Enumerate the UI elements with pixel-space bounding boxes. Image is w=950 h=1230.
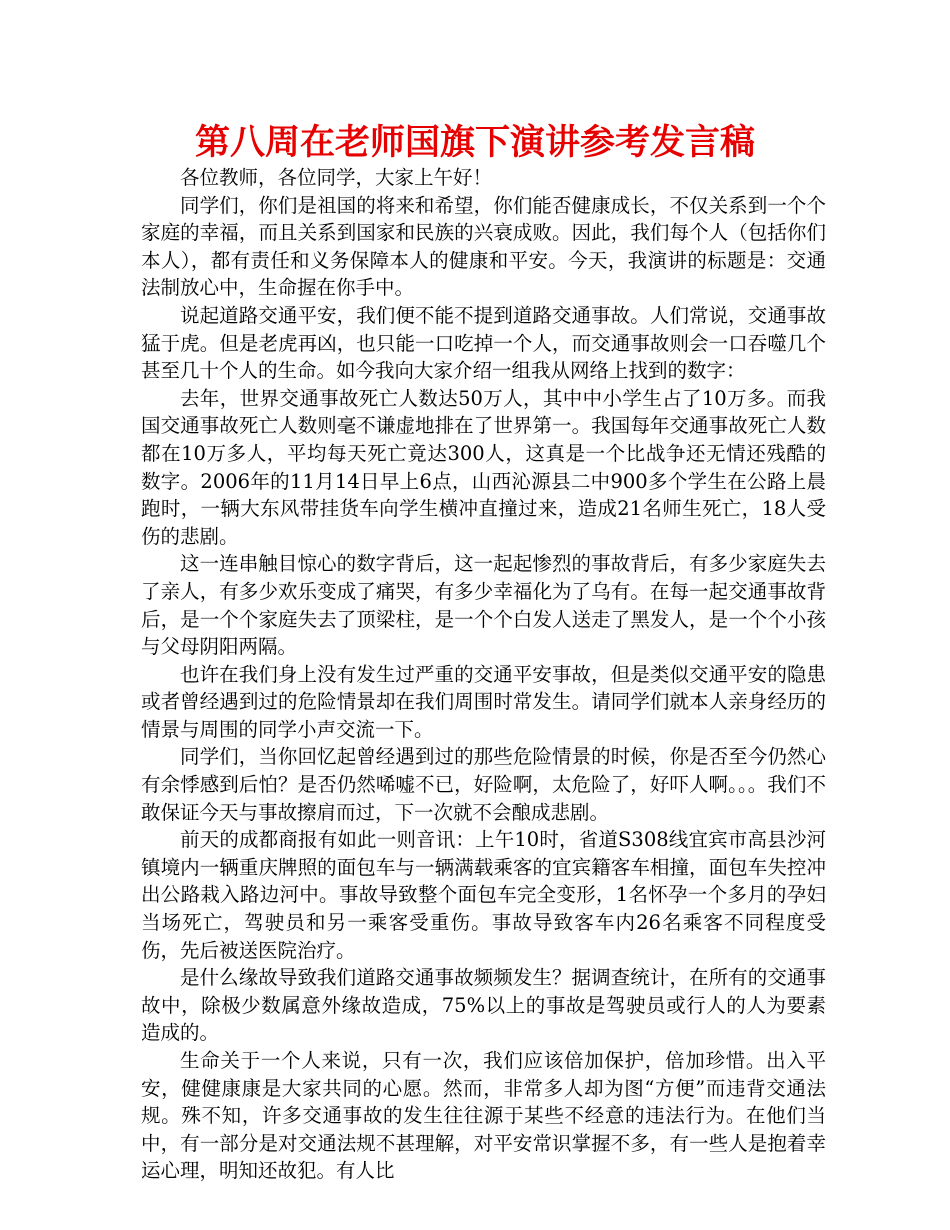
paragraph-greeting: 各位教师，各位同学，大家上午好！ bbox=[180, 166, 493, 189]
paragraph-statistics: 去年，世界交通事故死亡人数达50万人，其中中小学生占了10万多。而我国交通事故死亡人数则毫不谦虚地排在了世界第一。我国每年交通事故死亡人数都在10万多人，平均每天死亡竟达300人，这真是一个比战争还无情还残酷的数字。2006年的11月14日早上6点，山西沁源县二中900多个学生在公路上晨跑时，一辆大东风带挂货车向学生横冲直撞过来，造成21名师生死亡，18人受伤的悲剧。 bbox=[141, 386, 826, 548]
paragraph-road-safety: 说起道路交通平安，我们便不能不提到道路交通事故。人们常说，交通事故猛于虎。但是老虎再凶，也只能一口吃掉一个人，而交通事故则会一口吞噬几个甚至几十个人的生命。如今我向大家介绍一组我从网络上找到的数字： bbox=[141, 303, 826, 383]
paragraph-news: 前天的成都商报有如此一则音讯：上午10时，省道S308线宜宾市高县沙河镇境内一辆重庆牌照的面包车与一辆满载乘客的宜宾籍客车相撞，面包车失控冲出公路栽入路边河中。事故导致整个面包车完全变形，1名怀孕一个多月的孕妇当场死亡，驾驶员和另一乘客受重伤。事故导致客车内26名乘客不同程度受伤，先后被送医院治疗。 bbox=[141, 828, 826, 962]
document-body bbox=[141, 164, 826, 1185]
paragraph-intro: 同学们，你们是祖国的将来和希望，你们能否健康成长，不仅关系到一个个家庭的幸福，而且关系到国家和民族的兴衰成败。因此，我们每个人（包括你们本人），都有责任和义务保障本人的健康和平安。今天，我演讲的标题是：交通法制放心中，生命握在你手中。 bbox=[141, 193, 826, 300]
paragraph-recollection: 同学们，当你回忆起曾经遇到过的那些危险情景的时候，你是否至今仍然心有余悸感到后怕？是否仍然唏嘘不已，好险啊，太危险了，好吓人啊。。。我们不敢保证今天与事故擦肩而过，下一次就不会酿成悲剧。 bbox=[141, 745, 826, 824]
paragraph-hazards: 也许在我们身上没有发生过严重的交通平安事故，但是类似交通平安的隐患或者曾经遇到过的危险情景却在我们周围时常发生。请同学们就本人亲身经历的情景与周围的同学小声交流一下。 bbox=[141, 662, 826, 741]
paragraph-families: 这一连串触目惊心的数字背后，这一起起惨烈的事故背后，有多少家庭失去了亲人，有多少欢乐变成了痛哭，有多少幸福化为了乌有。在每一起交通事故背后，是一个个家庭失去了顶梁柱，是一个个白发人送走了黑发人，是一个个小孩与父母阴阳两隔。 bbox=[141, 552, 826, 659]
document-title: 第八周在老师国旗下演讲参考发言稿 bbox=[194, 123, 755, 163]
paragraph-life: 生命关于一个人来说，只有一次，我们应该倍加保护，倍加珍惜。出入平安，健健康康是大家共同的心愿。然而，非常多人却为图“方便”而违背交通法规。殊不知，许多交通事故的发生往往源于某些不经意的违法行为。在他们当中，有一部分是对交通法规不甚理解，对平安常识掌握不多，有一些人是抱着幸运心理，明知还故犯。有人比 bbox=[141, 1049, 826, 1183]
paragraph-causes: 是什么缘故导致我们道路交通事故频频发生？据调查统计，在所有的交通事故中，除极少数属意外缘故造成，75%以上的事故是驾驶员或行人的人为要素造成的。 bbox=[141, 966, 826, 1045]
